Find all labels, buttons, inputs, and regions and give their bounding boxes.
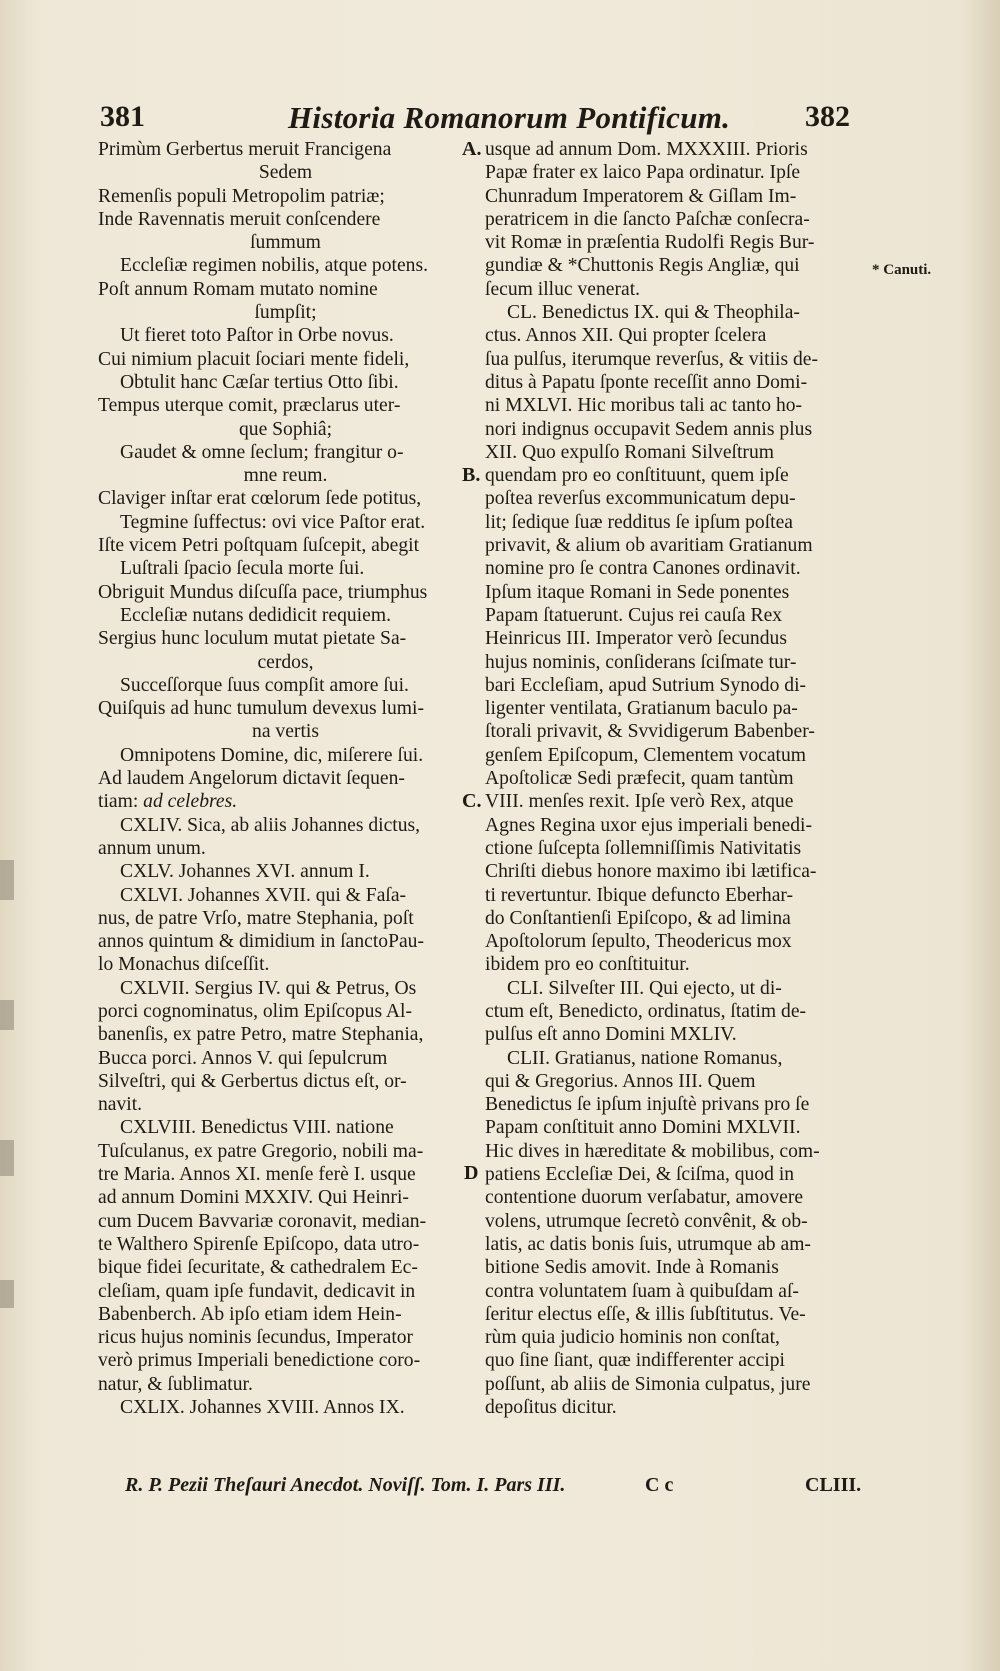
text-line: genſem Epiſcopum, Clementem vocatum bbox=[485, 744, 807, 766]
text-line: Sedem bbox=[258, 162, 313, 184]
text-line: Babenberch. Ab ipſo etiam idem Hein- bbox=[98, 1303, 402, 1325]
text-line: Quiſquis ad hunc tumulum devexus lumi- bbox=[98, 698, 424, 720]
text-line: Ad laudem Angelorum dictavit ſequen- bbox=[98, 768, 405, 790]
italic-cue: ad celebres. bbox=[143, 791, 238, 813]
text-line: na vertis bbox=[252, 721, 319, 743]
section-letter-c: C. bbox=[462, 790, 482, 812]
text-line: Chriſti diebus honore maximo ibi lætifica- bbox=[485, 861, 817, 883]
text-line: pulſus eſt anno Domini MXLIV. bbox=[485, 1024, 737, 1046]
text-line: quendam pro eo conſtituunt, quem ipſe bbox=[485, 465, 789, 487]
text-line: cerdos, bbox=[257, 651, 314, 673]
text-line: Ut fieret toto Paſtor in Orbe novus. bbox=[120, 325, 394, 347]
text-line: Succeſſorque ſuus compſit amore ſui. bbox=[120, 674, 409, 696]
text-line: nori indignus occupavit Sedem annis plus bbox=[485, 418, 813, 440]
text-line: natur, & ſublimatur. bbox=[98, 1373, 253, 1395]
text-line: poſtea reverſus excommunicatum depu- bbox=[485, 488, 796, 510]
text-line: ctus. Annos XII. Qui propter ſcelera bbox=[485, 325, 767, 347]
text-line: privavit, & alium ob avaritiam Gratianum bbox=[485, 535, 813, 557]
section-letter-b: B. bbox=[462, 464, 481, 486]
text-line: Benedictus ſe ipſum injuſtè privans pro ſe bbox=[485, 1094, 810, 1116]
text-line: Tegmine ſuffectus: ovi vice Paſtor erat. bbox=[120, 511, 426, 533]
text-line: usque ad annum Dom. MXXXIII. Prioris bbox=[485, 139, 808, 160]
text-line: contentione duorum verſabatur, amovere bbox=[485, 1187, 804, 1209]
text-line: ſtorali privavit, & Svvidigerum Babenber- bbox=[485, 721, 815, 743]
text-line: poſſunt, ab aliis de Simonia culpatus, jure bbox=[485, 1373, 811, 1395]
page-footer bbox=[125, 1474, 865, 1502]
text-line: ligenter ventilata, Gratianum baculo pa- bbox=[485, 698, 798, 720]
bleed-through-mark bbox=[0, 1280, 14, 1308]
text-line: do Conſtantienſi Epiſcopo, & ad limina bbox=[485, 907, 791, 929]
text-line: ctione ſuſcepta ſollemniſſimis Nativitatis bbox=[485, 837, 802, 859]
text-line: contra voluntatem ſuam à quibuſdam aſ- bbox=[485, 1280, 799, 1302]
signature-mark: C c bbox=[645, 1474, 674, 1496]
text-line: Papam ſtatuerunt. Cujus rei cauſa Rex bbox=[485, 604, 783, 626]
text-line: ctum eſt, Benedicto, ordinatus, ſtatim de- bbox=[485, 1000, 807, 1022]
text-line: ti revertuntur. Ibique defuncto Eberhar- bbox=[485, 884, 794, 906]
text-line: tre Maria. Annos XI. menſe ferè I. usque bbox=[98, 1164, 416, 1186]
text-line: CXLVI. Johannes XVII. qui & Faſa- bbox=[120, 884, 407, 906]
text-line: quo ſine ſiant, quæ indifferenter accipi bbox=[485, 1350, 785, 1372]
section-letter-d: D bbox=[464, 1162, 479, 1184]
text-line: annum unum. bbox=[98, 837, 206, 859]
text-line: lit; ſedique ſuæ redditus ſe ipſum poſtea bbox=[485, 511, 794, 533]
text-line: Gaudet & omne ſeclum; frangitur o- bbox=[120, 441, 404, 463]
text-line: volens, utrumque ſecretò convênit, & ob- bbox=[485, 1210, 808, 1232]
text-line: nus, de patre Vrſo, matre Stephania, poſt bbox=[98, 907, 414, 929]
catchword: CLIII. bbox=[805, 1474, 862, 1496]
text-line: bitione Sedis amovit. Inde à Romanis bbox=[485, 1257, 779, 1279]
text-line: bique fidei ſecuritate, & cathedralem Ec- bbox=[98, 1257, 418, 1279]
text-line: Eccleſiæ regimen nobilis, atque potens. bbox=[120, 255, 428, 277]
text-line: porci cognominatus, olim Epiſcopus Al- bbox=[98, 1000, 413, 1022]
text-line: Heinricus III. Imperator verò ſecundus bbox=[485, 628, 787, 650]
text-line: CL. Benedictus IX. qui & Theophila- bbox=[507, 302, 800, 324]
text-line: peratricem in die ſancto Paſchæ conſecra- bbox=[485, 208, 810, 230]
text-line: ditus à Papatu ſponte receſſit anno Domi- bbox=[485, 371, 808, 393]
running-header bbox=[100, 100, 850, 134]
text-line: qui & Gregorius. Annos III. Quem bbox=[485, 1070, 756, 1092]
text-line: verò primus Imperiali benedictione coro- bbox=[98, 1350, 421, 1372]
text-line: ſeritur electus eſſe, & illis ſubſtitutus. Ve- bbox=[485, 1303, 806, 1325]
text-line: depoſitus dicitur. bbox=[485, 1397, 617, 1419]
bleed-through-mark bbox=[0, 1000, 14, 1030]
running-title: Historia Romanorum Pontificum. bbox=[288, 100, 731, 135]
text-line: Chunradum Imperatorem & Giſlam Im- bbox=[485, 185, 797, 207]
text-line: Poſt annum Romam mutato nomine bbox=[98, 278, 378, 300]
text-line: Apoſtolorum ſepulto, Theodericus mox bbox=[485, 931, 792, 953]
text-line: gundiæ & *Chuttonis Regis Angliæ, qui bbox=[485, 255, 800, 277]
text-line: Obriguit Mundus diſcuſſa pace, triumphus bbox=[98, 581, 428, 603]
right-text-column bbox=[485, 138, 855, 1419]
margin-note: * Canuti. bbox=[872, 262, 932, 278]
bleed-through-mark bbox=[0, 1140, 14, 1176]
text-line: ricus hujus nominis ſecundus, Imperator bbox=[98, 1327, 414, 1349]
text-line: CLI. Silveſter III. Qui ejecto, ut di- bbox=[507, 977, 782, 999]
page-number-right: 382 bbox=[805, 100, 850, 133]
text-line: vit Romæ in præſentia Rudolfi Regis Bur- bbox=[485, 232, 815, 254]
text-line: tiam: ad celebres. bbox=[98, 791, 238, 813]
text-line: Papam conſtituit anno Domini MXLVII. bbox=[485, 1117, 801, 1139]
text-line: CLII. Gratianus, natione Romanus, bbox=[507, 1047, 783, 1069]
text-line: Claviger inſtar erat cœlorum ſede potitus, bbox=[98, 488, 422, 510]
bleed-through-mark bbox=[0, 860, 14, 900]
text-line: Apoſtolicæ Sedi præfecit, quam tantùm bbox=[485, 768, 794, 790]
text-line: ni MXLVI. Hic moribus tali ac tanto ho- bbox=[485, 395, 803, 417]
text-line: rùm quia judicio hominis non conſtat, bbox=[485, 1327, 780, 1349]
text-line: Iſte vicem Petri poſtquam ſuſcepit, abegit bbox=[98, 535, 420, 557]
text-line: Ipſum itaque Romani in Sede ponentes bbox=[485, 581, 790, 603]
text-line: Inde Ravennatis meruit conſcendere bbox=[98, 208, 381, 230]
text-line: cleſiam, quam ipſe fundavit, dedicavit in bbox=[98, 1280, 416, 1302]
text-line: CXLVIII. Benedictus VIII. natione bbox=[120, 1117, 394, 1139]
text-line: Primùm Gerbertus meruit Francigena bbox=[98, 139, 392, 160]
text-line: CXLVII. Sergius IV. qui & Petrus, Os bbox=[120, 977, 417, 999]
text-line: que Sophiâ; bbox=[238, 418, 333, 440]
footer-imprint: R. P. Pezii Theſauri Anecdot. Noviſſ. Tom. I. Pars III. bbox=[125, 1474, 566, 1496]
page-number-left: 381 bbox=[100, 100, 145, 133]
section-letter-a: A. bbox=[462, 138, 482, 160]
text-line: Hic dives in hæreditate & mobilibus, com- bbox=[485, 1140, 820, 1162]
text-line: Remenſis populi Metropolim patriæ; bbox=[98, 185, 385, 207]
text-line: ibidem pro eo conſtituitur. bbox=[485, 954, 690, 976]
text-line: VIII. menſes rexit. Ipſe verò Rex, atque bbox=[485, 791, 794, 813]
text-line: ſummum bbox=[250, 232, 321, 254]
text-line: Cui nimium placuit ſociari mente fideli, bbox=[98, 348, 410, 370]
text-line: nomine pro ſe contra Canones ordinavit. bbox=[485, 558, 801, 580]
text-line: Bucca porci. Annos V. qui ſepulcrum bbox=[98, 1047, 388, 1069]
text-line: XII. Quo expulſo Romani Silveſtrum bbox=[485, 441, 774, 463]
text-line: ſecum illuc venerat. bbox=[485, 278, 641, 300]
text-line: latis, ac datis bonis ſuis, utrumque ab am- bbox=[485, 1233, 811, 1255]
text-line: CXLIV. Sica, ab aliis Johannes dictus, bbox=[120, 814, 421, 836]
text-line: navit. bbox=[98, 1094, 143, 1116]
text-line: Omnipotens Domine, dic, miſerere ſui. bbox=[120, 744, 424, 766]
text-line: ſua pulſus, iterumque reverſus, & vitiis de- bbox=[485, 348, 819, 370]
text-line: ad annum Domini MXXIV. Qui Heinri- bbox=[98, 1187, 409, 1209]
text-line: Eccleſiæ nutans dedidicit requiem. bbox=[120, 604, 391, 626]
text-line: Luſtrali ſpacio ſecula morte ſui. bbox=[120, 558, 365, 580]
text-line: te Walthero Spirenſe Epiſcopo, data utro- bbox=[98, 1233, 420, 1255]
text-line: bari Eccleſiam, apud Sutrium Synodo di- bbox=[485, 674, 807, 696]
text-line: ſumpſit; bbox=[254, 302, 317, 324]
text-line: Sergius hunc loculum mutat pietate Sa- bbox=[98, 628, 407, 650]
text-line: hujus nominis, conſiderans ſciſmate tur- bbox=[485, 651, 797, 673]
text-line: banenſis, ex patre Petro, matre Stephania, bbox=[98, 1024, 424, 1046]
left-text-column bbox=[98, 138, 473, 1419]
text-line: annos quintum & dimidium in ſanctoPau- bbox=[98, 931, 424, 953]
text-line: CXLIX. Johannes XVIII. Annos IX. bbox=[120, 1397, 405, 1419]
text-line: cum Ducem Bavvariæ coronavit, median- bbox=[98, 1210, 427, 1232]
text-line: lo Monachus diſceſſit. bbox=[98, 954, 270, 976]
text-line: Agnes Regina uxor ejus imperiali benedi- bbox=[485, 814, 813, 836]
text-line: Tuſculanus, ex patre Gregorio, nobili ma- bbox=[98, 1140, 424, 1162]
text-line: Tempus uterque comit, præclarus uter- bbox=[98, 395, 401, 417]
text-line: CXLV. Johannes XVI. annum I. bbox=[120, 861, 370, 883]
text-line: Obtulit hanc Cæſar tertius Otto ſibi. bbox=[120, 371, 399, 393]
text-line: Papæ frater ex laico Papa ordinatur. Ipſe bbox=[485, 162, 801, 184]
text-line: Silveſtri, qui & Gerbertus dictus eſt, or- bbox=[98, 1070, 407, 1092]
text-line: patiens Eccleſiæ Dei, & ſciſma, quod in bbox=[485, 1164, 795, 1186]
text-line: mne reum. bbox=[243, 465, 328, 487]
